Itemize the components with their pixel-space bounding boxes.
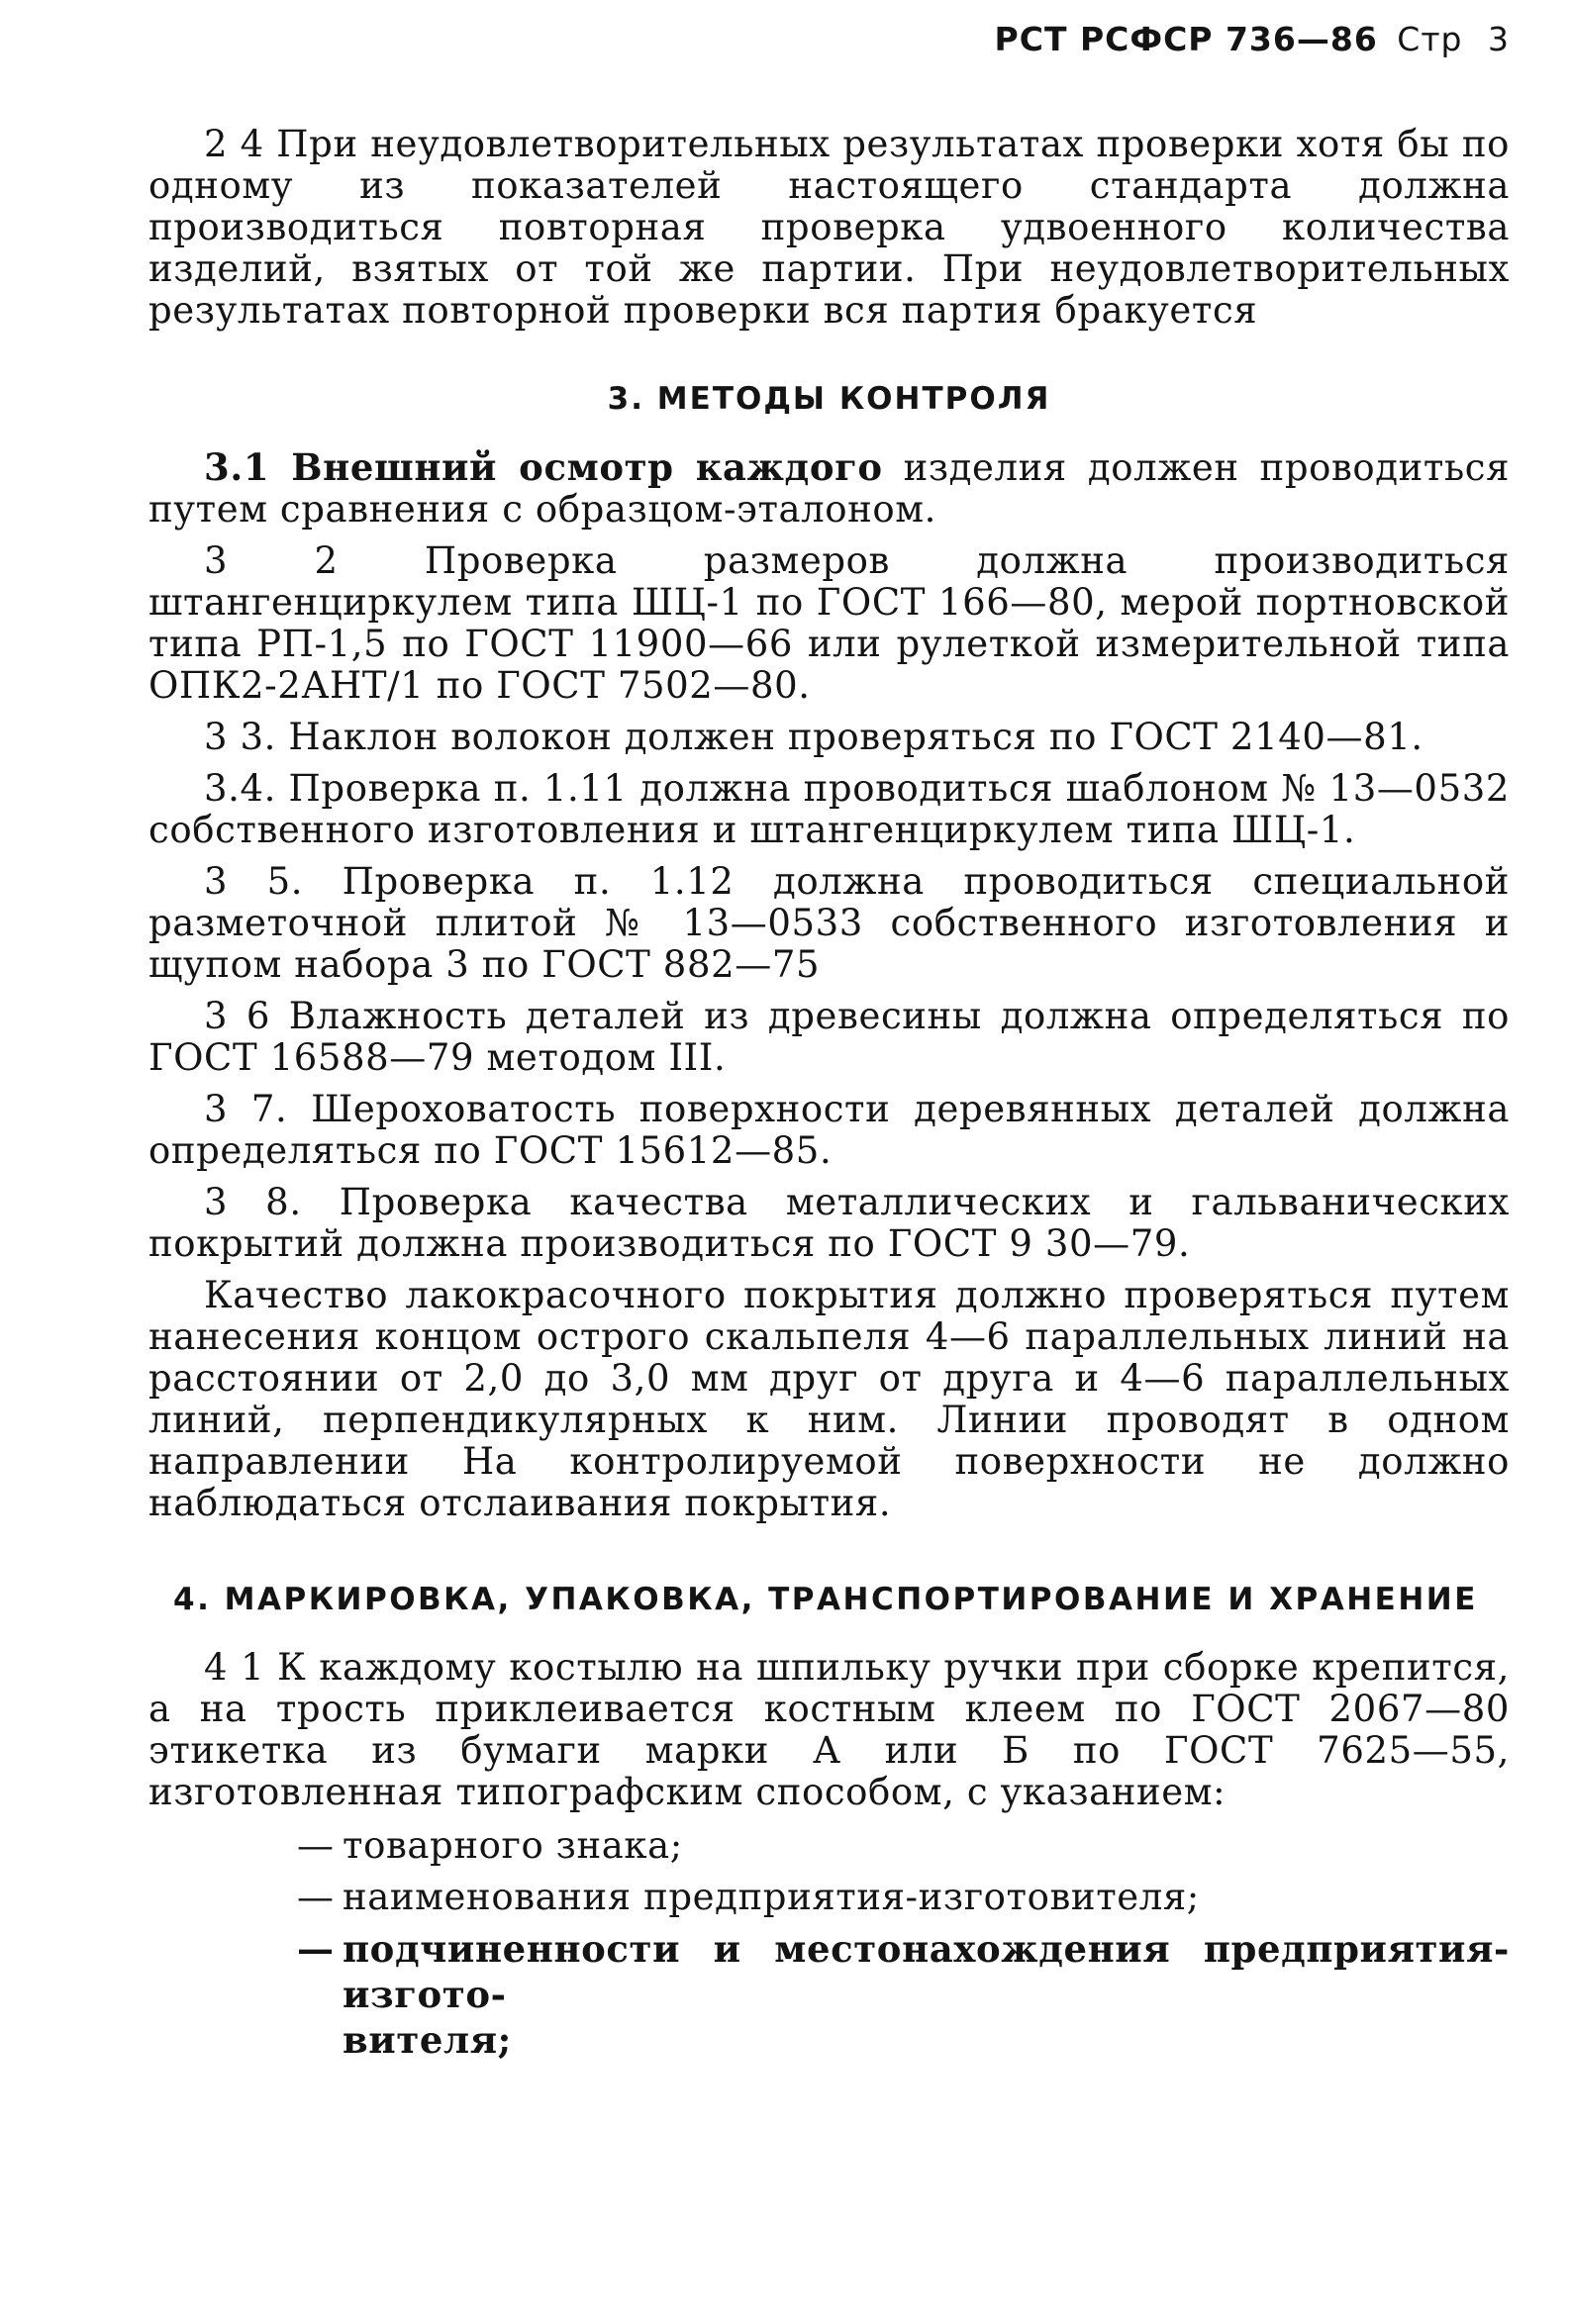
section-3-title: 3. МЕТОДЫ КОНТРОЛЯ [607, 381, 1051, 417]
page-label: Стр [1397, 20, 1463, 58]
paragraph-coating-quality: Качество лакокрасочного покрытия должно проверяться путем нанесения концом острого скальпеля 4—6 параллельных линий на расстоянии от 2,0 до 3,0 мм друг от друга и 4—6 параллельных линий, перпендикулярных к ним. Линии проводят в одном направлении На контролируемой поверхности не должно наблюдаться отслаивания покрытия. [148, 1274, 1510, 1524]
paragraph-3-3: 3 3. Наклон волокон должен проверяться по ГОСТ 2140—81. [204, 716, 1423, 758]
paragraph-4-1: 4 1 К каждому костылю на шпильку ручки при сборке крепится, а на трость приклеивается костным клеем по ГОСТ 2067—80 этикетка из бумаги марки А или Б по ГОСТ 7625—55, изготовленная типографским способом, с указанием: [148, 1646, 1510, 1813]
paragraph-2-4: 2 4 При неудовлетворительных результатах проверки хотя бы по одному из показателей настоящего стандарта должна производиться повторная проверка удвоенного количества изделий, взятых от той же партии. При неудовлетворительных результатах повторной проверки вся партия бракуется [148, 123, 1510, 332]
list-dash: — [297, 1927, 335, 1971]
list-item-text: товарного знака; [343, 1824, 683, 1867]
list-item [297, 1823, 1510, 1869]
paragraph-3-8: 3 8. Проверка качества металлических и гальванических покрытий должна производиться по ГОСТ 9 30—79. [148, 1181, 1510, 1265]
list-item-text: наименования предприятия-изготовителя; [343, 1876, 1200, 1918]
paragraph-3-5: 3 5. Проверка п. 1.12 должна проводиться специальной разметочной плитой № 13—0533 собственного изготовления и щупом набора 3 по ГОСТ 882—75 [148, 860, 1510, 986]
paragraph-3-1 [148, 446, 1510, 531]
list-item [297, 1875, 1510, 1920]
section-4-title: 4. МАРКИРОВКА, УПАКОВКА, ТРАНСПОРТИРОВАНИЕ И ХРАНЕНИЕ [173, 1582, 1478, 1617]
list-dash: — [297, 1876, 335, 1918]
paragraph-3-4: 3.4. Проверка п. 1.11 должна проводиться шаблоном № 13—0532 собственного изготовления и штангенциркулем типа ШЦ-1. [148, 767, 1510, 851]
list-item-continuation: вителя; [343, 2018, 512, 2062]
standard-number: РСТ РСФСР 736—86 [994, 20, 1378, 58]
page-number: 3 [1488, 20, 1510, 58]
list-dash: — [297, 1824, 335, 1867]
paragraph-3-7: 3 7. Шероховатость поверхности деревянных деталей должна определяться по ГОСТ 15612—85. [148, 1088, 1510, 1172]
paragraph-3-2: 3 2 Проверка размеров должна производиться штангенциркулем типа ШЦ-1 по ГОСТ 166—80, мерой портновской типа РП-1,5 по ГОСТ 11900—66 или рулеткой измерительной типа ОПК2-2АНТ/1 по ГОСТ 7502—80. [148, 539, 1510, 707]
paragraph-3-1-lead: 3.1 Внешний осмотр каждого [204, 445, 883, 489]
list-item-text: подчиненности и местонахождения предприятия-изгото- [343, 1927, 1510, 2016]
label-requirements-list [148, 1823, 1510, 2063]
document-body [148, 124, 1510, 2069]
list-item [297, 1926, 1510, 2063]
paragraph-3-1-text: изделия должен проводиться путем сравнения с образцом-эталоном. [148, 446, 1511, 531]
paragraph-3-6: 3 6 Влажность деталей из древесины должна определяться по ГОСТ 16588—79 методом III. [148, 995, 1510, 1079]
page-header [995, 20, 1510, 58]
